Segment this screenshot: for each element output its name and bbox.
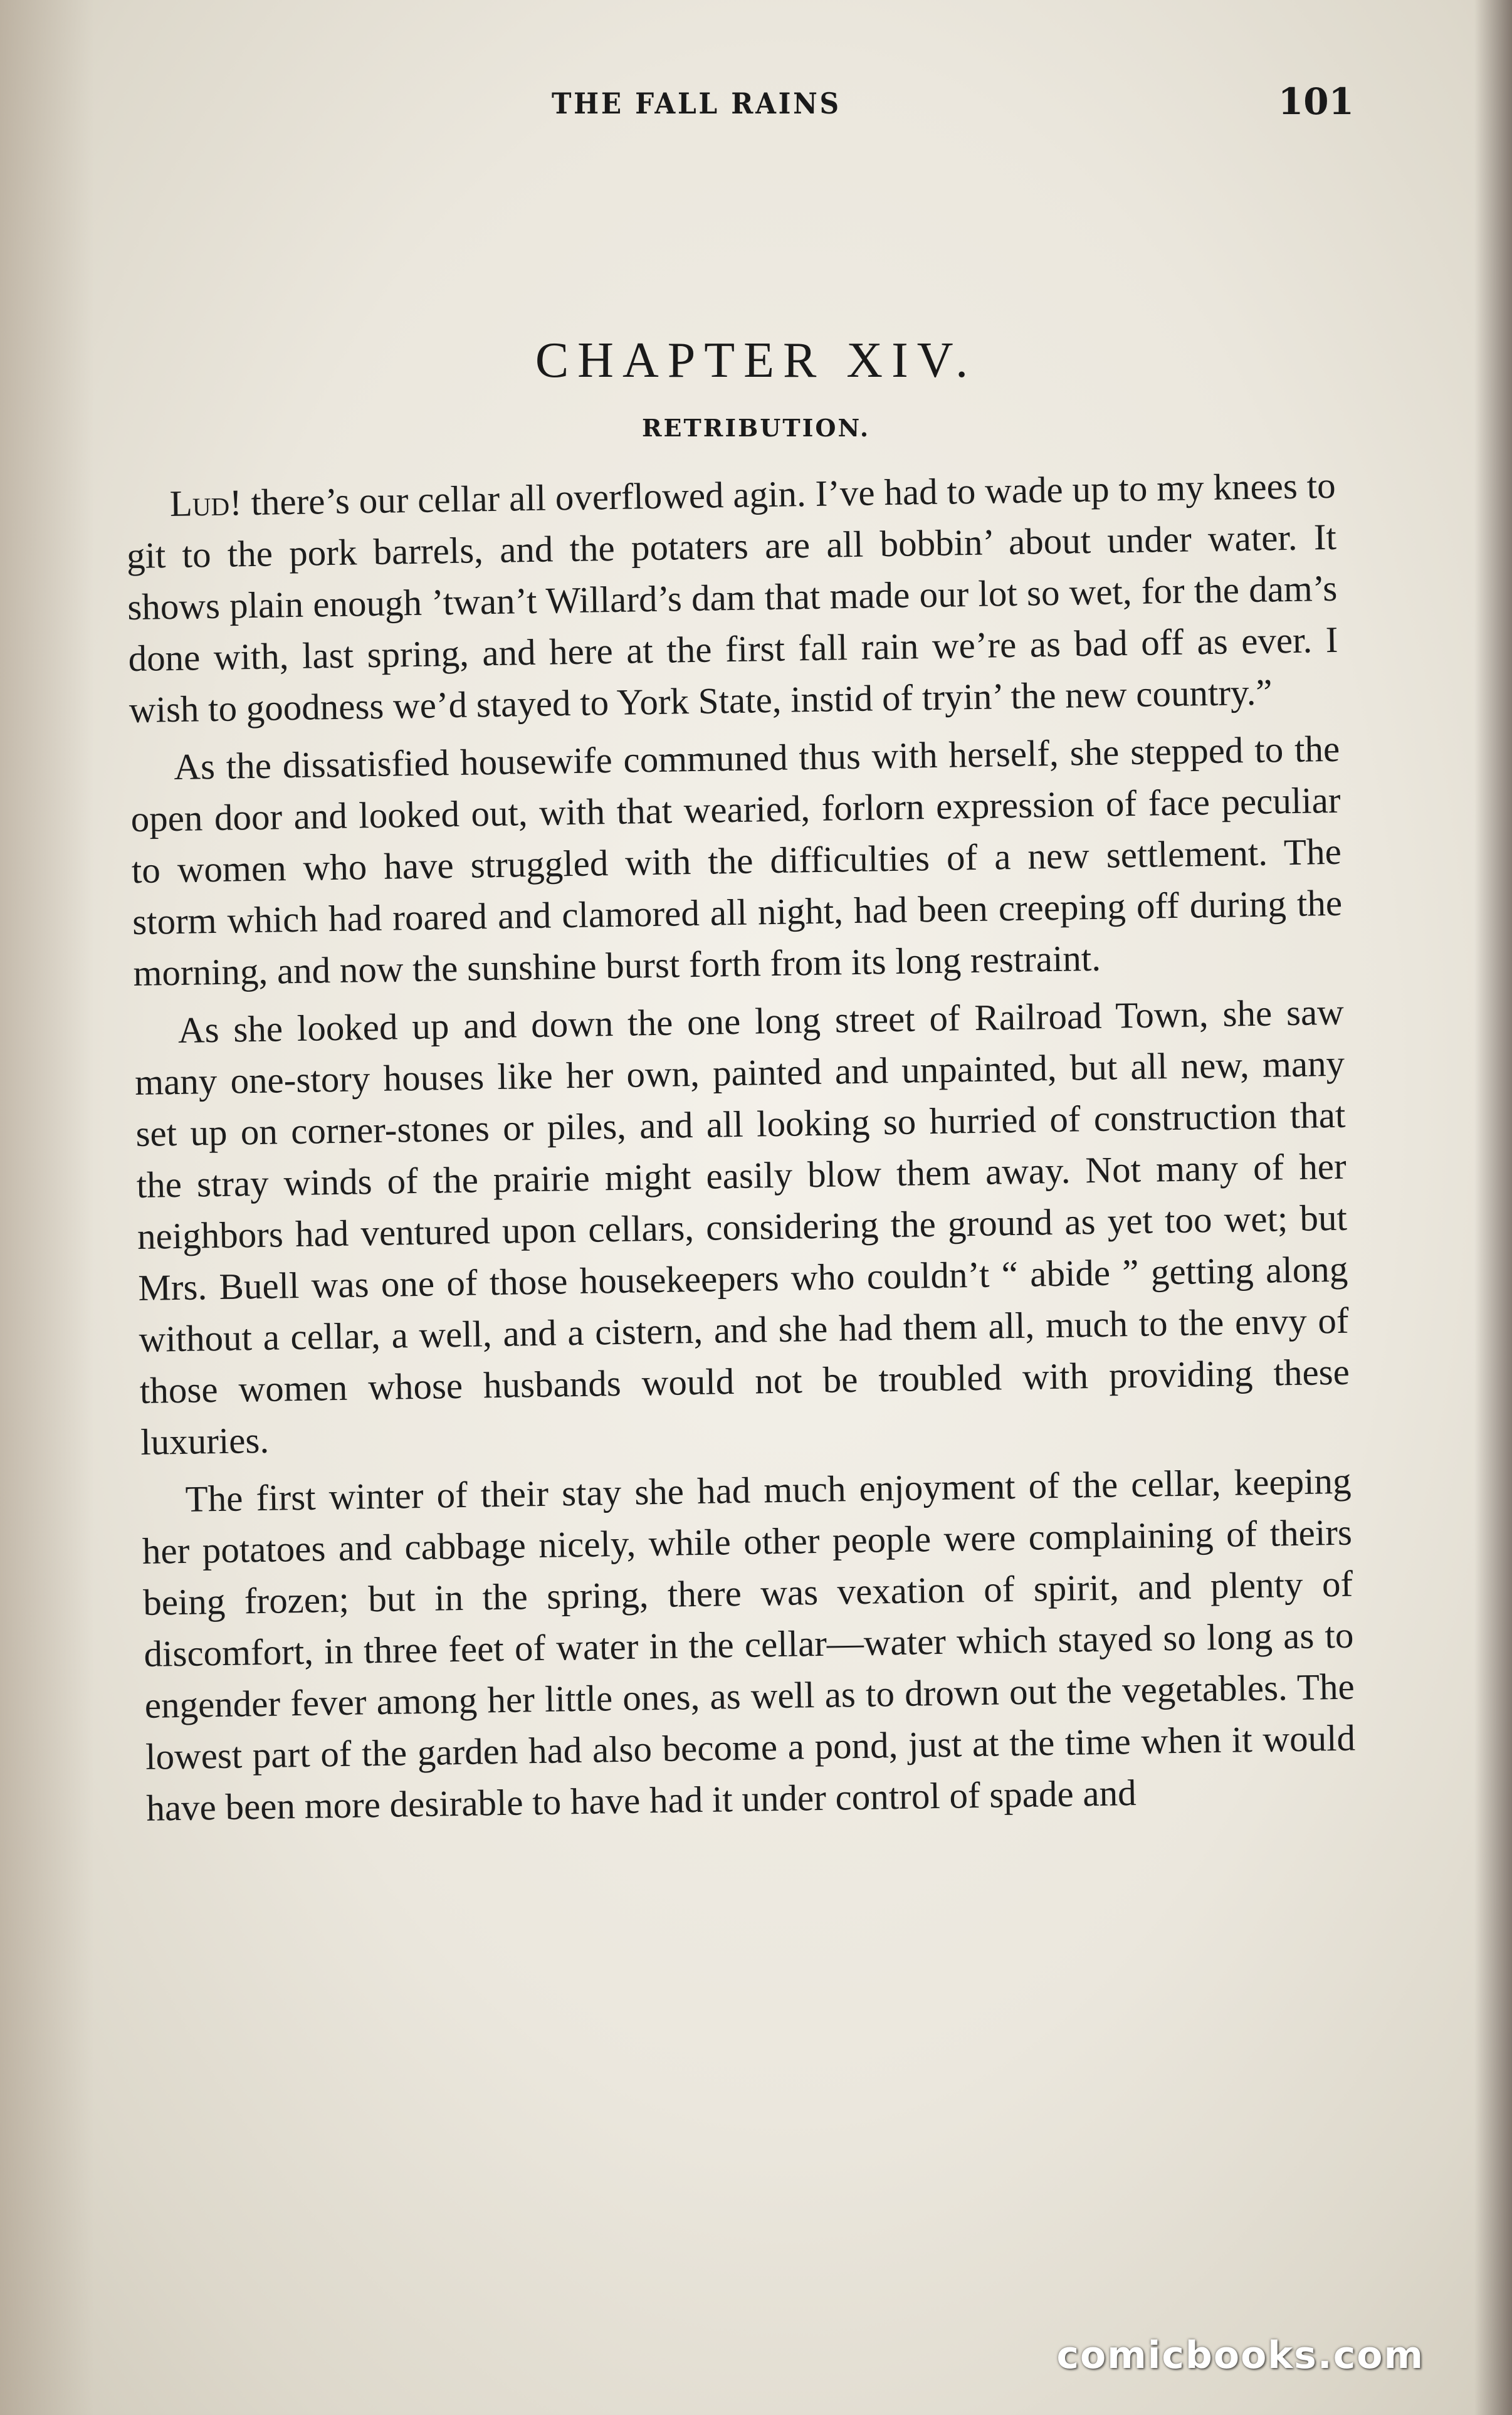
body-text <box>125 460 1357 1840</box>
page-number: 101 <box>1278 80 1354 123</box>
paragraph <box>125 460 1339 735</box>
paragraph <box>134 986 1350 1468</box>
paragraph-lead-word: Lud <box>169 481 230 525</box>
paragraph-text: As she looked up and down the one long street of Railroad Town, she saw many one-story houses like her own, painted and unpainted, but all new, many set up on corner-stones or piles, and all looking so hurried of construction that the stray winds of the prairie might easily blow them away. Not many of her neighbors had ventured upon cellars, considering the ground as yet too wet; but Mrs. Buell was one of those housekeepers who couldn’t “ abide ” getting along without a cellar, a well, and a cistern, and she had them all, much to the envy of those women whose husbands would not be troubled with providing these luxuries. <box>134 991 1350 1463</box>
paragraph-text: The first winter of their stay she had much enjoyment of the cellar, keeping her potatoes and cabbage nicely, while other people were complaining of theirs being frozen; but in the spring, there was vexation of spirit, and plenty of discomfort, in three feet of water in the cellar—water which stayed so long as to engender fever among her little ones, as well as to drown out the vegetables. The lowest part of the garden had also become a pond, just at the time when it would have been more desirable to have had it under control of spade and <box>142 1460 1356 1829</box>
paragraph-text: As the dissatisfied housewife communed thus with herself, she stepped to the open door and looked out, with that wearied, forlorn expression of face peculiar to women who have struggled with the difficulties of a new settlement. The storm which had roared and clamored all night, had been creeping off during the morning, and now the sunshine burst forth from its long restraint. <box>130 727 1343 994</box>
paragraph-text: ! there’s our cellar all overflowed agin. I’ve had to wade up to my knees to git to the pork barrels, and the potaters are all bobbin’ about under water. It shows plain enough ’twan’t Willard’s dam that made our lot so wet, for the dam’s done with, last spring, and here at the first fall rain we’re as bad off as ever. I wish to goodness we’d stayed to York State, instid of tryin’ the new country.” <box>126 464 1338 731</box>
chapter-title: CHAPTER XIV. <box>535 333 977 388</box>
running-head <box>188 80 1354 130</box>
watermark: comicbooks.com <box>1056 2333 1424 2377</box>
paragraph <box>141 1455 1357 1834</box>
chapter-subtitle: RETRIBUTION. <box>641 414 871 442</box>
running-title: THE FALL RAINS <box>552 87 841 120</box>
paragraph <box>130 723 1343 999</box>
